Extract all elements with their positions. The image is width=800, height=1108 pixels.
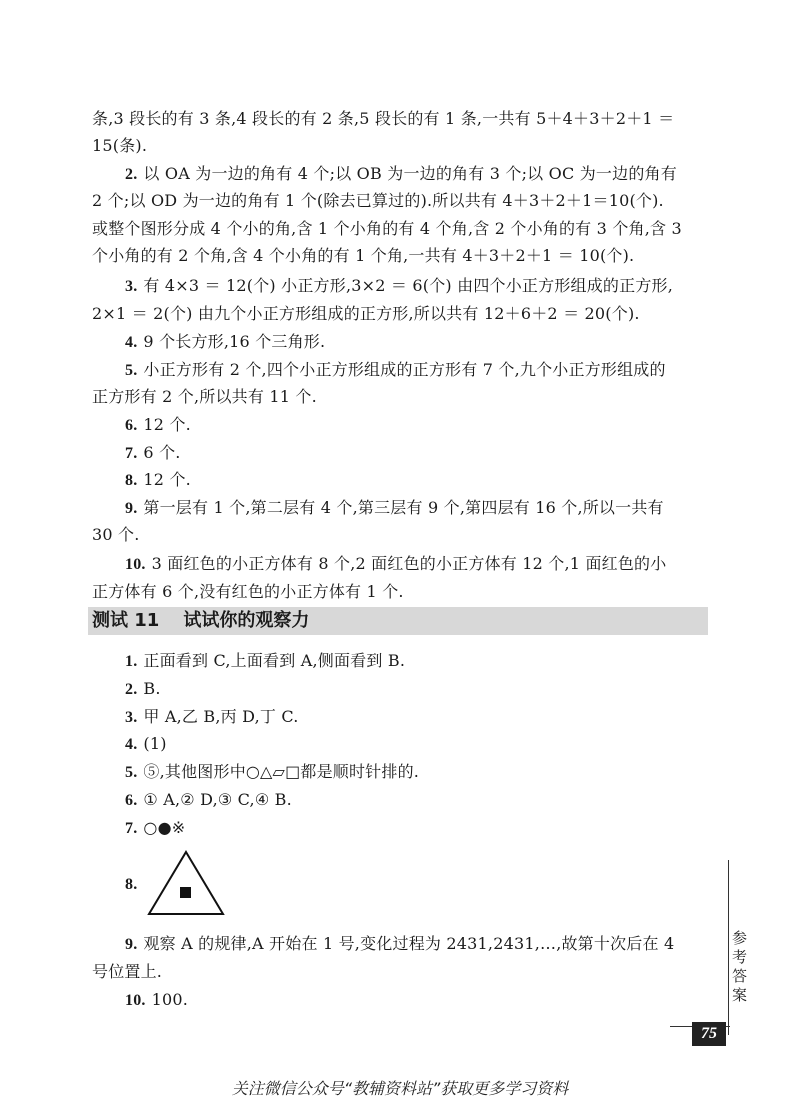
answer-item (125, 817, 185, 840)
answer-number: 2. (125, 166, 138, 183)
answer-text: 12 个. (143, 415, 191, 434)
text-line: 号位置上. (92, 962, 163, 981)
text-line: 2 个;以 OD 为一边的角有 1 个(除去已算过的).所以共有 4＋3＋2＋1＝10(个). (92, 191, 664, 210)
answer-number: 7. (125, 445, 138, 462)
answer-number: 9. (125, 500, 138, 517)
answer-number: 6. (125, 417, 138, 434)
answer-number: 8. (125, 876, 138, 893)
answer-text: ① A,② D,③ C,④ B. (143, 790, 292, 809)
answer-item (125, 469, 191, 492)
answer-text: 以 OA 为一边的角有 4 个;以 OB 为一边的角有 3 个;以 OC 为一边的角有 (143, 164, 677, 183)
answer-item (125, 650, 405, 673)
answer-text: ○●※ (143, 818, 186, 837)
answer-text: (1) (143, 734, 167, 753)
answer-number: 1. (125, 653, 138, 670)
answer-text: 12 个. (143, 470, 191, 489)
side-label: 参考答案 (730, 930, 748, 1006)
answer-number: 3. (125, 278, 138, 295)
text-line: 个小角的有 2 个角,含 4 个小角的有 1 个角,一共有 4＋3＋2＋1 ＝ 10(个). (92, 246, 635, 265)
text-line: 或整个图形分成 4 个小的角,含 1 个小角的有 4 个角,含 2 个小角的有 3 个角,含 3 (92, 219, 682, 238)
answer-text: 3 面红色的小正方体有 8 个,2 面红色的小正方体有 12 个,1 面红色的小 (151, 554, 667, 573)
answer-text: 100. (151, 990, 189, 1009)
answer-item (125, 706, 299, 729)
answer-item (125, 989, 188, 1012)
answer-number: 10. (125, 556, 146, 573)
answer-item (125, 331, 325, 354)
answer-text: 甲 A,乙 B,丙 D,丁 C. (143, 707, 299, 726)
answer-text: ⑤,其他图形中○△▱□都是顺时针排的. (143, 762, 420, 781)
answer-number: 4. (125, 334, 138, 351)
text-line: 正方体有 6 个,没有红色的小正方体有 1 个. (92, 582, 404, 601)
answer-number: 4. (125, 736, 138, 753)
answer-text: 9 个长方形,16 个三角形. (143, 332, 326, 351)
section-heading: 试试你的观察力 (183, 610, 310, 631)
black-square-shape (180, 887, 191, 898)
answer-text: 小正方形有 2 个,四个小正方形组成的正方形有 7 个,九个小正方形组成的 (143, 360, 666, 379)
answer-number: 2. (125, 681, 138, 698)
answer-text: 有 4×3 ＝ 12(个) 小正方形,3×2 ＝ 6(个) 由四个小正方形组成的正方形, (143, 276, 674, 295)
answer-item (125, 733, 167, 756)
answer-item (125, 553, 666, 576)
answer-number: 5. (125, 362, 138, 379)
answer-item (125, 275, 673, 298)
answer-number: 3. (125, 709, 138, 726)
text-line: 15(条). (92, 136, 148, 155)
answer-item (125, 497, 664, 520)
answer-item (125, 789, 292, 812)
answer-text: 观察 A 的规律,A 开始在 1 号,变化过程为 2431,2431,…,故第十次后在 4 (143, 934, 675, 953)
answer-item (125, 873, 143, 896)
text-line: 正方形有 2 个,所以共有 11 个. (92, 387, 317, 406)
answer-number: 9. (125, 936, 138, 953)
text-line: 30 个. (92, 525, 140, 544)
answer-text: 6 个. (143, 443, 181, 462)
answer-item (125, 359, 666, 382)
answer-number: 6. (125, 792, 138, 809)
triangle-square-figure (146, 850, 226, 918)
answer-number: 8. (125, 472, 138, 489)
triangle-shape (149, 852, 223, 914)
text-line: 2×1 ＝ 2(个) 由九个小正方形组成的正方形,所以共有 12＋6＋2 ＝ 20(个). (92, 304, 640, 323)
answer-number: 7. (125, 820, 138, 837)
answer-item (125, 678, 161, 701)
answer-number: 5. (125, 764, 138, 781)
answer-item (125, 442, 181, 465)
answer-text: B. (143, 679, 161, 698)
answer-item (125, 761, 419, 784)
answer-item (125, 414, 191, 437)
answer-item (125, 163, 677, 186)
page-number: 75 (692, 1022, 726, 1046)
answer-text: 正面看到 C,上面看到 A,侧面看到 B. (143, 651, 406, 670)
answer-text: 第一层有 1 个,第二层有 4 个,第三层有 9 个,第四层有 16 个,所以一共有 (143, 498, 664, 517)
answer-item (125, 933, 674, 956)
footer-note: 关注微信公众号“教辅资料站”获取更多学习资料 (231, 1079, 569, 1098)
section-title (92, 609, 333, 633)
answer-number: 10. (125, 992, 146, 1009)
section-label: 测试 11 (92, 610, 160, 631)
text-line: 条,3 段长的有 3 条,4 段长的有 2 条,5 段长的有 1 条,一共有 5＋4＋3＋2＋1 ＝ (92, 109, 675, 128)
